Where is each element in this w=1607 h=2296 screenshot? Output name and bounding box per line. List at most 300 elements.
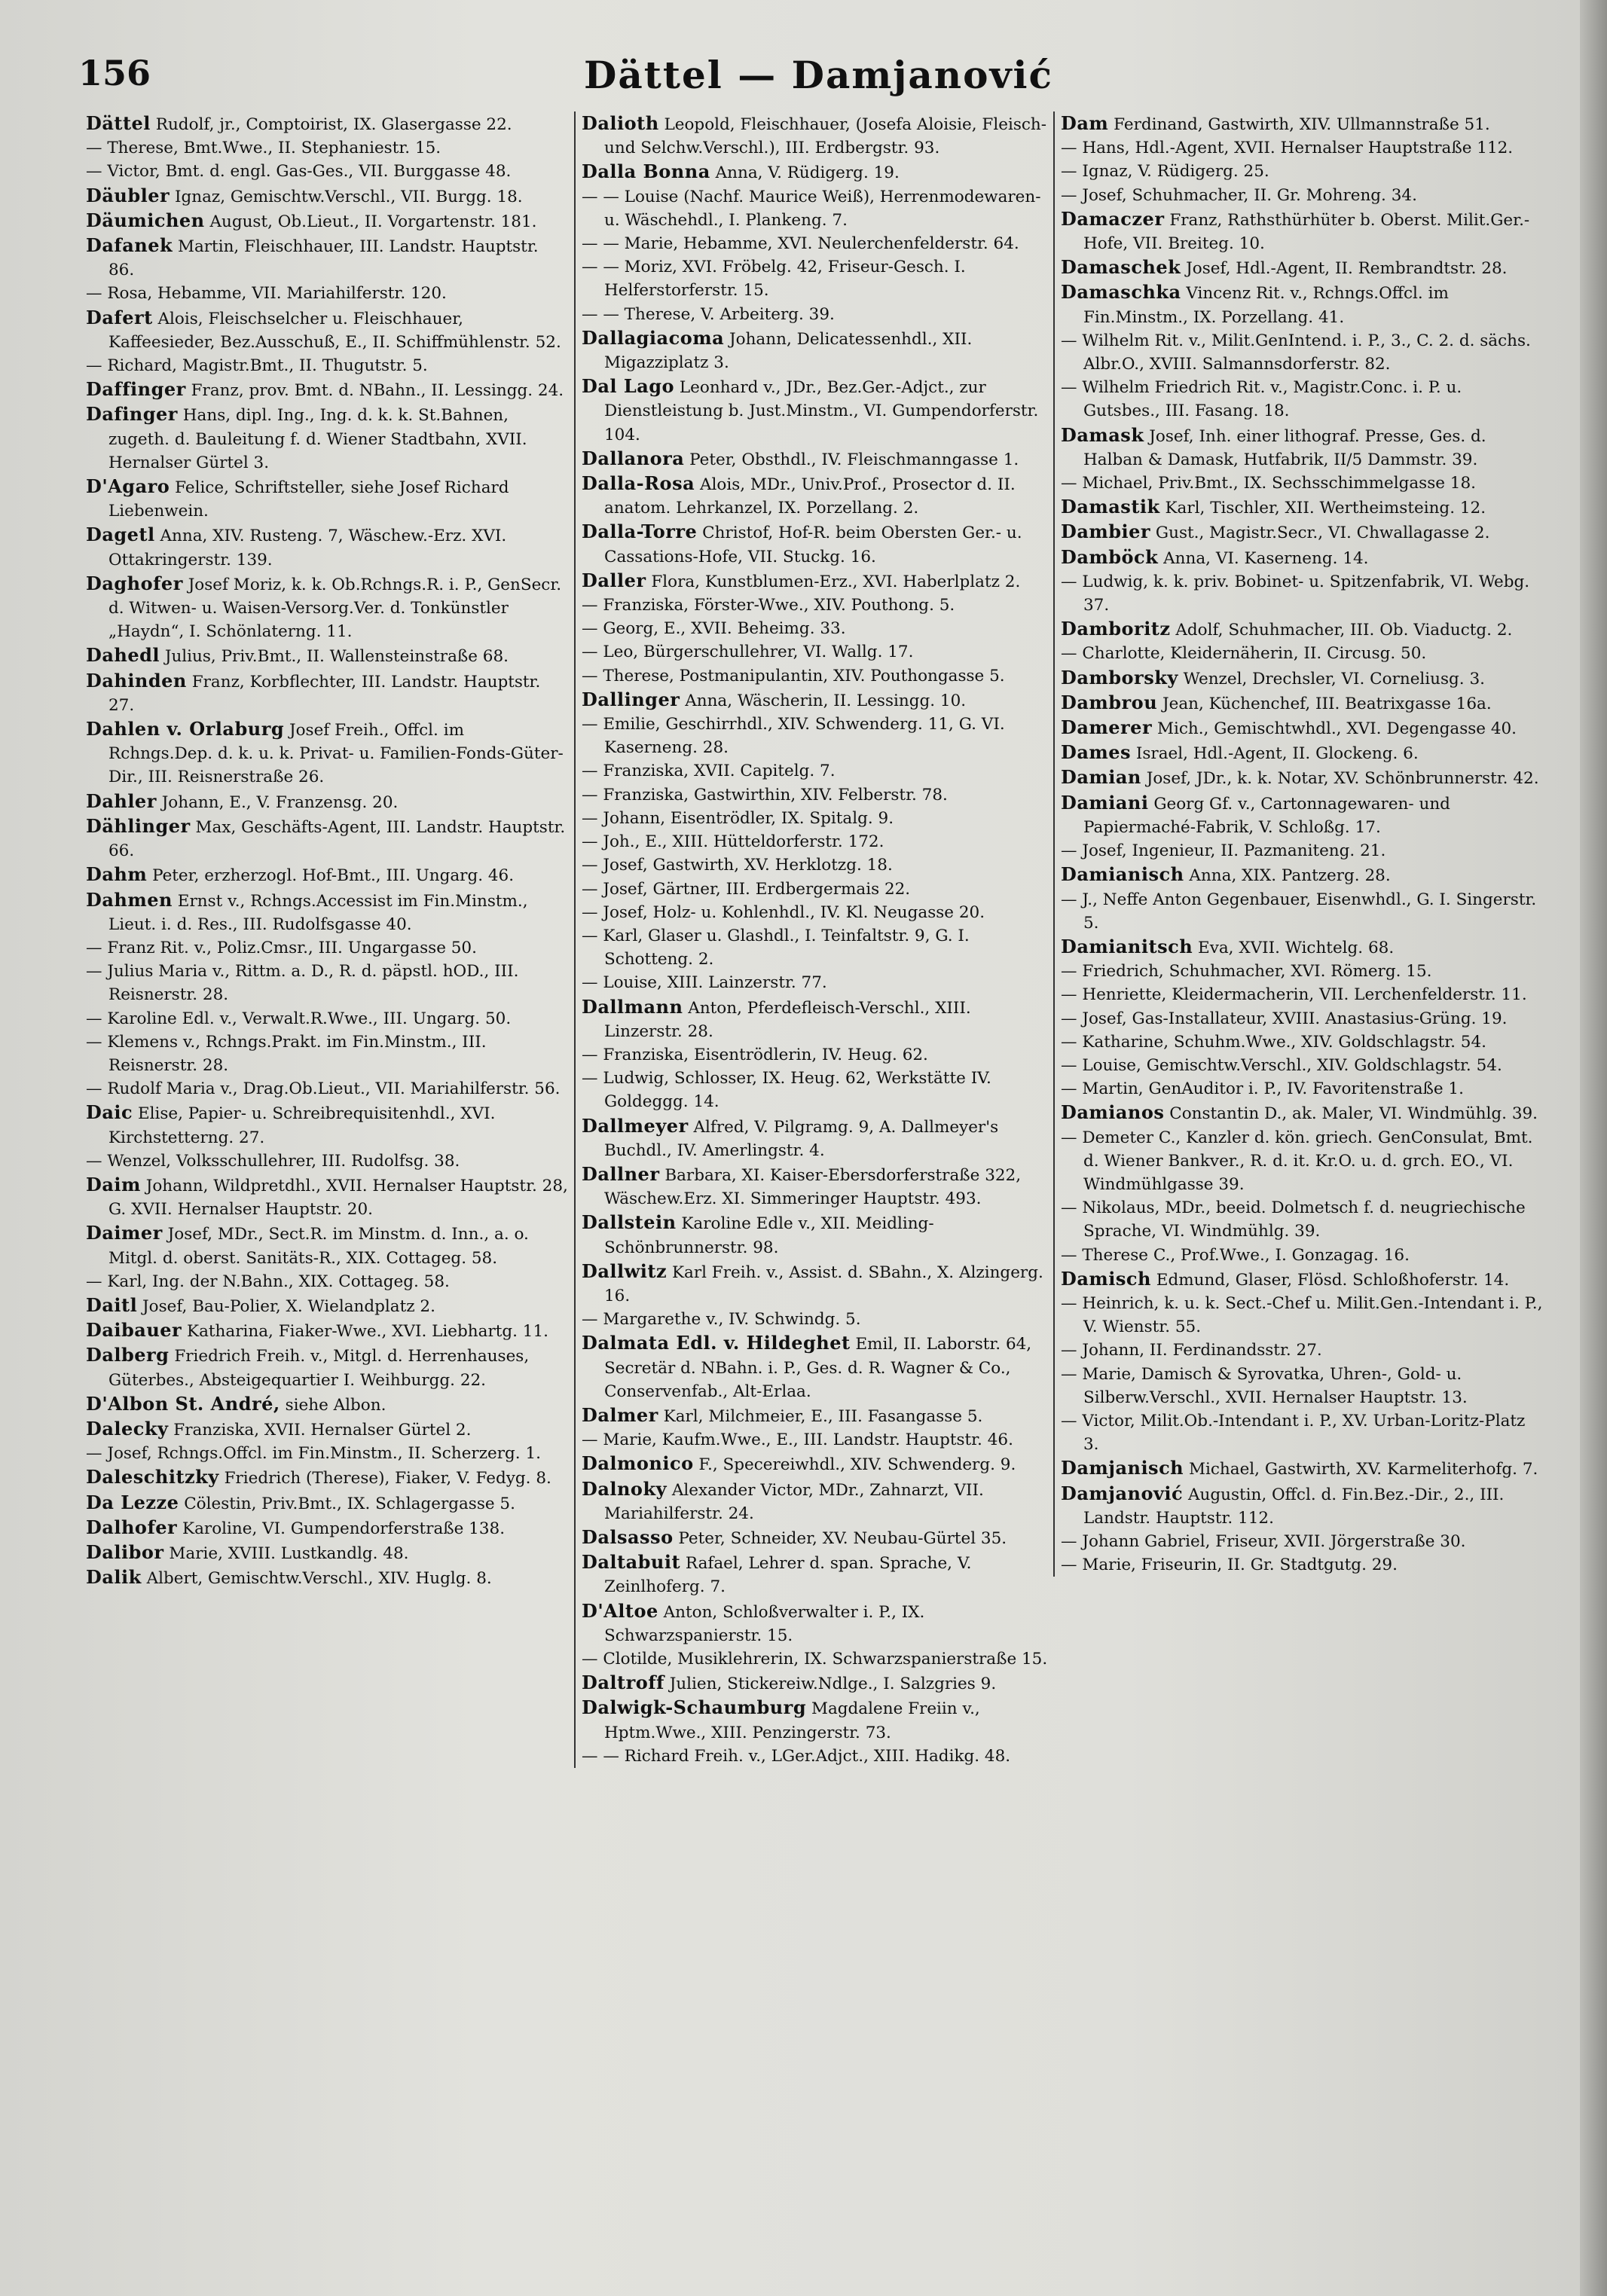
- directory-entry: [582, 924, 1049, 971]
- entry-details: Josef Moriz, k. k. Ob.Rchngs.R. i. P., GenSecr. d. Witwen- u. Waisen-Versorg.Ver. d. Tonkünstler „Haydn“, I. Schönlaterng. 11.: [108, 575, 562, 642]
- entry-details: Anna, XIX. Pantzerg. 28.: [1189, 866, 1391, 886]
- directory-entry: [1061, 1267, 1543, 1292]
- entry-details: Wenzel, Drechsler, VI. Corneliusg. 3.: [1183, 669, 1485, 688]
- entry-surname: Dalla-Rosa: [582, 472, 695, 495]
- directory-entry: [1061, 423, 1543, 472]
- directory-entry: [1061, 1553, 1543, 1577]
- entry-details: — Rudolf Maria v., Drag.Ob.Lieut., VII. Mariahilferstr. 56.: [86, 1079, 561, 1099]
- directory-entry: [1061, 1530, 1543, 1553]
- entry-details: — — Louise (Nachf. Maurice Weiß), Herrenmodewaren- u. Wäschehdl., I. Plankeng. 7.: [582, 187, 1041, 230]
- directory-entry: [1061, 111, 1543, 136]
- entry-details: Alois, MDr., Univ.Prof., Prosector d. II. anatom. Lehrkanzel, IX. Porzellang. 2.: [604, 475, 1016, 518]
- entry-details: Franz, Rathsthürhüter b. Oberst. Milit.Ger.-Hofe, VII. Breiteg. 10.: [1083, 210, 1530, 254]
- entry-details: Alexander Victor, MDr., Zahnarzt, VII. Mariahilferstr. 24.: [604, 1480, 984, 1523]
- entry-surname: Daffinger: [86, 378, 186, 401]
- entry-surname: Dalmonico: [582, 1452, 694, 1475]
- entry-surname: Dalla Bonna: [582, 160, 710, 183]
- entry-details: — Katharine, Schuhm.Wwe., XIV. Goldschlagstr. 54.: [1061, 1032, 1486, 1052]
- entry-details: Anna, VI. Kaserneng. 14.: [1163, 548, 1369, 568]
- directory-entry: [582, 520, 1049, 568]
- entry-details: Karoline, VI. Gumpendorferstraße 138.: [182, 1519, 506, 1538]
- entry-surname: Damianisch: [1061, 863, 1184, 886]
- directory-entry: [582, 971, 1049, 994]
- directory-entry: [582, 783, 1049, 807]
- directory-entry: [582, 759, 1049, 783]
- directory-entry: [1061, 570, 1543, 617]
- directory-entry: [1061, 666, 1543, 691]
- directory-entry: [582, 1428, 1049, 1452]
- page-edge: [1580, 0, 1607, 2296]
- directory-entry: [582, 374, 1049, 447]
- entry-surname: Dalwigk-Schaumburg: [582, 1696, 807, 1719]
- directory-entry: [86, 475, 568, 523]
- entry-surname: D'Albon St. André,: [86, 1392, 280, 1415]
- entry-details: Josef Freih., Offcl. im Rchngs.Dep. d. k. u. k. Privat- u. Familien-Fonds-Güter-Dir., III. Reisnerstraße 26.: [108, 721, 564, 787]
- entry-details: — Clotilde, Musiklehrerin, IX. Schwarzspanierstraße 15.: [582, 1650, 1048, 1669]
- entry-details: Rafael, Lehrer d. span. Sprache, V. Zeinlhoferg. 7.: [604, 1554, 972, 1597]
- directory-entry: [582, 713, 1049, 759]
- entry-details: Karl, Tischler, XII. Wertheimsteing. 12.: [1165, 499, 1486, 518]
- entry-surname: Dalberg: [86, 1344, 170, 1366]
- entry-surname: Dambier: [1061, 521, 1151, 543]
- entry-surname: Daitl: [86, 1293, 138, 1316]
- directory-entry: [582, 1647, 1049, 1671]
- entry-surname: Dättel: [86, 112, 151, 134]
- entry-details: Albert, Gemischtw.Verschl., XIV. Huglg. 8.: [146, 1569, 492, 1589]
- entry-details: Eva, XVII. Wichtelg. 68.: [1198, 938, 1395, 957]
- entry-surname: Damianitsch: [1061, 935, 1193, 957]
- entry-details: Georg Gf. v., Cartonnagewaren- und Papiermaché-Fabrik, V. Schloßg. 17.: [1083, 794, 1450, 837]
- directory-entry: [86, 184, 568, 209]
- entry-surname: Dalmer: [582, 1403, 658, 1426]
- directory-entry: [1061, 935, 1543, 960]
- directory-entry: [86, 960, 568, 1006]
- directory-entry: [1061, 1244, 1543, 1267]
- column-2: [574, 111, 1049, 1768]
- entry-surname: Dallstein: [582, 1211, 677, 1234]
- directory-entry: [1061, 642, 1543, 665]
- entry-surname: Damaczer: [1061, 207, 1165, 230]
- directory-entry: [582, 1211, 1049, 1259]
- entry-details: Cölestin, Priv.Bmt., IX. Schlagergasse 5.: [184, 1494, 515, 1513]
- entry-surname: Damask: [1061, 423, 1144, 446]
- entry-surname: Damisch: [1061, 1267, 1151, 1290]
- entry-details: — — Therese, V. Arbeiterg. 39.: [582, 304, 835, 324]
- entry-details: Gust., Magistr.Secr., VI. Chwallagasse 2.: [1155, 524, 1490, 543]
- directory-entry: [582, 1308, 1049, 1331]
- entry-details: — Karl, Ing. der N.Bahn., XIX. Cottageg. 58.: [86, 1272, 450, 1291]
- entry-surname: Dalecky: [86, 1417, 169, 1440]
- entry-surname: Dagetl: [86, 524, 155, 546]
- entry-surname: Damjanisch: [1061, 1457, 1184, 1479]
- entry-details: — Michael, Priv.Bmt., IX. Sechsschimmelgasse 18.: [1061, 474, 1476, 493]
- entry-details: Mich., Gemischtwhdl., XVI. Degengasse 40.: [1156, 719, 1517, 739]
- entry-surname: Dallmann: [582, 995, 683, 1018]
- directory-entry: [582, 1745, 1049, 1768]
- entry-details: Leopold, Fleischhauer, (Josefa Aloisie, Fleisch- und Selchw.Verschl.), III. Erdbergstr. 93.: [604, 115, 1047, 158]
- directory-entry: [86, 282, 568, 305]
- entry-details: — Hans, Hdl.-Agent, XVII. Hernalser Hauptstraße 112.: [1061, 139, 1514, 158]
- directory-entry: [1061, 160, 1543, 183]
- directory-entry: [1061, 960, 1543, 983]
- entry-details: Franz, Korbflechter, III. Landstr. Hauptstr. 27.: [108, 672, 541, 715]
- entry-surname: Dahedl: [86, 644, 160, 667]
- directory-entry: [86, 354, 568, 377]
- entry-details: Anna, XIV. Rusteng. 7, Wäschew.-Erz. XVI. Ottakringerstr. 139.: [108, 527, 507, 569]
- directory-entry: [86, 1150, 568, 1173]
- entry-details: Alois, Fleischselcher u. Fleischhauer, Kaffeesieder, Bez.Ausschuß, E., II. Schiffmühlenstr. 52.: [108, 309, 561, 352]
- entry-surname: Dallmeyer: [582, 1114, 689, 1137]
- directory-entry: [86, 1030, 568, 1077]
- directory-entry: [582, 1477, 1049, 1525]
- entry-details: Johann, E., V. Franzensg. 20.: [161, 792, 399, 812]
- entry-details: — Franziska, Eisentrödlerin, IV. Heug. 62.: [582, 1045, 928, 1064]
- directory-entry: [86, 1173, 568, 1221]
- entry-details: — Johann, Eisentrödler, IX. Spitalg. 9.: [582, 808, 894, 828]
- entry-surname: Dalsasso: [582, 1525, 674, 1548]
- entry-details: Hans, dipl. Ing., Ing. d. k. k. St.Bahnen, zugeth. d. Bauleitung f. d. Wiener Stadtbahn, XVII. Hernalser Gürtel 3.: [108, 406, 527, 472]
- entry-surname: Daltabuit: [582, 1551, 681, 1574]
- entry-surname: Dames: [1061, 741, 1132, 764]
- directory-entry: [582, 853, 1049, 877]
- entry-surname: Daleschitzky: [86, 1466, 219, 1488]
- entry-surname: Daic: [86, 1101, 133, 1124]
- directory-entry: [582, 1067, 1049, 1113]
- directory-entry: [86, 136, 568, 160]
- entry-surname: Dallwitz: [582, 1259, 668, 1282]
- directory-entry: [582, 232, 1049, 255]
- directory-entry: [582, 185, 1049, 232]
- entry-details: — Therese C., Prof.Wwe., I. Gonzagag. 16.: [1061, 1245, 1410, 1265]
- directory-entry: [1061, 740, 1543, 765]
- entry-details: Josef, JDr., k. k. Notar, XV. Schönbrunnerstr. 42.: [1146, 769, 1539, 789]
- entry-details: Josef, Bau-Polier, X. Wielandplatz 2.: [142, 1296, 435, 1316]
- entry-details: — Franziska, Gastwirthin, XIV. Felberstr. 78.: [582, 785, 948, 805]
- entry-details: — Georg, E., XVII. Beheimg. 33.: [582, 619, 846, 639]
- entry-details: Karl, Milchmeier, E., III. Fasangasse 5.: [663, 1406, 983, 1426]
- entry-details: — Richard, Magistr.Bmt., II. Thugutstr. 5.: [86, 356, 428, 376]
- directory-entry: [582, 1550, 1049, 1598]
- directory-entry: [582, 447, 1049, 472]
- directory-entry: [582, 594, 1049, 617]
- entry-surname: Damboritz: [1061, 618, 1171, 640]
- entry-details: Josef, MDr., Sect.R. im Minstm. d. Inn., a. o. Mitgl. d. oberst. Sanitäts-R., XIX. Cottageg. 58.: [108, 1225, 529, 1268]
- directory-entry: [1061, 280, 1543, 328]
- directory-entry: [86, 1101, 568, 1149]
- entry-details: Friedrich Freih. v., Mitgl. d. Herrenhauses, Güterbes., Absteigequartier I. Weihburgg. 22.: [108, 1347, 530, 1390]
- directory-entry: [582, 1114, 1049, 1162]
- directory-entry: [1061, 545, 1543, 570]
- directory-entry: [1061, 520, 1543, 545]
- entry-details: — Josef, Schuhmacher, II. Gr. Mohreng. 34.: [1061, 185, 1417, 205]
- entry-surname: Dalmata Edl. v. Hildeghet: [582, 1332, 851, 1354]
- entry-details: Julien, Stickereiw.Ndlge., I. Salzgries 9.: [669, 1675, 997, 1694]
- entry-details: — Ignaz, V. Rüdigerg. 25.: [1061, 162, 1269, 182]
- entry-details: Johann, Wildpretdhl., XVII. Hernalser Hauptstr. 28, G. XVII. Hernalser Hauptstr. 20.: [108, 1176, 568, 1220]
- directory-entry: [582, 1331, 1049, 1403]
- entry-details: — Margarethe v., IV. Schwindg. 5.: [582, 1310, 861, 1330]
- entry-surname: Dalik: [86, 1566, 142, 1589]
- directory-entry: [1061, 1196, 1543, 1243]
- directory-entry: [582, 255, 1049, 302]
- entry-details: — Emilie, Geschirrhdl., XIV. Schwenderg. 11, G. VI. Kaserneng. 28.: [582, 715, 1005, 758]
- directory-entry: [582, 303, 1049, 326]
- page-number: 156: [78, 53, 151, 93]
- entry-details: Karoline Edle v., XII. Meidling-Schönbrunnerstr. 98.: [604, 1214, 934, 1257]
- entry-surname: Dalhofer: [86, 1516, 178, 1538]
- entry-details: — Henriette, Kleidermacherin, VII. Lerchenfelderstr. 11.: [1061, 985, 1527, 1005]
- directory-entry: [1061, 1456, 1543, 1481]
- directory-entry: [86, 523, 568, 571]
- entry-surname: Dalla-Torre: [582, 521, 698, 543]
- entry-details: — Franziska, Förster-Wwe., XIV. Pouthong. 5.: [582, 596, 955, 615]
- entry-details: — Wenzel, Volksschullehrer, III. Rudolfsg. 38.: [86, 1151, 460, 1171]
- running-title: Dättel — Damjanović: [584, 53, 1053, 97]
- directory-entry: [582, 1259, 1049, 1308]
- entry-details: Michael, Gastwirth, XV. Karmeliterhofg. 7.: [1188, 1460, 1538, 1479]
- entry-details: Vincenz Rit. v., Rchngs.Offcl. im Fin.Minstm., IX. Porzellang. 41.: [1083, 284, 1449, 327]
- directory-entry: [1061, 1077, 1543, 1101]
- entry-surname: Dalioth: [582, 112, 659, 134]
- entry-surname: Damaschek: [1061, 256, 1181, 279]
- entry-details: — Nikolaus, MDr., beeid. Dolmetsch f. d. neugriechische Sprache, VI. Windmühlg. 39.: [1061, 1198, 1526, 1241]
- entry-details: — Franz Rit. v., Poliz.Cmsr., III. Ungargasse 50.: [86, 938, 477, 957]
- directory-entry: [86, 377, 568, 402]
- directory-entry: [1061, 1482, 1543, 1530]
- directory-entry: [582, 1403, 1049, 1428]
- directory-entry: [582, 111, 1049, 160]
- directory-entry: [1061, 472, 1543, 495]
- entry-details: — Julius Maria v., Rittm. a. D., R. d. päpstl. hOD., III. Reisnerstr. 28.: [86, 962, 519, 1005]
- entry-surname: Da Lezze: [86, 1491, 179, 1513]
- entry-details: Barbara, XI. Kaiser-Ebersdorferstraße 322, Wäschew.Erz. XI. Simmeringer Hauptstr. 493.: [604, 1165, 1022, 1209]
- entry-details: — — Marie, Hebamme, XVI. Neulerchenfelderstr. 64.: [582, 234, 1019, 254]
- entry-details: — Victor, Bmt. d. engl. Gas-Ges., VII. Burggasse 48.: [86, 162, 512, 182]
- entry-details: — Louise, Gemischtw.Verschl., XIV. Goldschlagstr. 54.: [1061, 1055, 1502, 1075]
- entry-surname: Damiani: [1061, 791, 1149, 814]
- entry-surname: Dallinger: [582, 688, 680, 710]
- directory-entry: [86, 234, 568, 282]
- directory-entry: [86, 1516, 568, 1540]
- entry-details: Israel, Hdl.-Agent, II. Glockeng. 6.: [1135, 744, 1419, 764]
- entry-surname: Daimer: [86, 1222, 163, 1244]
- entry-details: Peter, Schneider, XV. Neubau-Gürtel 35.: [678, 1528, 1007, 1548]
- directory-entry: [86, 1465, 568, 1490]
- directory-entry: [86, 1221, 568, 1269]
- directory-entry: [582, 1162, 1049, 1211]
- entry-details: Katharina, Fiaker-Wwe., XVI. Liebhartg. 11.: [187, 1322, 549, 1342]
- entry-surname: Dallagiacoma: [582, 326, 725, 349]
- entry-surname: Dallanora: [582, 447, 685, 469]
- directory-entry: [1061, 791, 1543, 839]
- directory-entry: [1061, 716, 1543, 740]
- entry-details: Josef, Hdl.-Agent, II. Rembrandtstr. 28.: [1186, 259, 1508, 279]
- entry-details: Anna, V. Rüdigerg. 19.: [715, 163, 900, 183]
- entry-surname: Damastik: [1061, 496, 1160, 518]
- entry-surname: Dahmen: [86, 888, 173, 911]
- entry-details: Alfred, V. Pilgramg. 9, A. Dallmeyer's Buchdl., IV. Amerlingstr. 4.: [604, 1117, 999, 1160]
- directory-entry: [582, 160, 1049, 185]
- directory-entry: [86, 814, 568, 863]
- entry-details: Constantin D., ak. Maler, VI. Windmühlg. 39.: [1169, 1104, 1538, 1124]
- directory-entry: [1061, 888, 1543, 935]
- directory-entry: [1061, 207, 1543, 255]
- entry-details: Peter, Obsthdl., IV. Fleischmanngasse 1.: [689, 450, 1019, 469]
- entry-surname: Dafert: [86, 306, 153, 328]
- directory-entry: [86, 1392, 568, 1417]
- directory-entry: [86, 402, 568, 475]
- entry-details: — Marie, Kaufm.Wwe., E., III. Landstr. Hauptstr. 46.: [582, 1430, 1013, 1450]
- entry-details: Franz, prov. Bmt. d. NBahn., II. Lessingg. 24.: [191, 381, 564, 401]
- entry-details: Anton, Pferdefleisch-Verschl., XIII. Linzerstr. 28.: [604, 998, 971, 1041]
- entry-details: Adolf, Schuhmacher, III. Ob. Viaductg. 2.: [1175, 621, 1513, 640]
- entry-surname: Damian: [1061, 766, 1141, 789]
- directory-entry: [86, 1270, 568, 1293]
- entry-details: Ferdinand, Gastwirth, XIV. Ullmannstraße 51.: [1114, 115, 1490, 134]
- entry-details: Magdalene Freiin v., Hptm.Wwe., XIII. Penzingerstr. 73.: [604, 1699, 980, 1742]
- entry-surname: Däubler: [86, 184, 170, 206]
- directory-entry: [86, 1442, 568, 1465]
- entry-surname: Daller: [582, 569, 646, 591]
- column-1: [86, 111, 568, 1590]
- directory-entry: [1061, 691, 1543, 716]
- directory-entry: [86, 111, 568, 136]
- directory-entry: [1061, 329, 1543, 376]
- entry-surname: Damerer: [1061, 716, 1153, 739]
- entry-details: — Therese, Postmanipulantin, XIV. Pouthongasse 5.: [582, 666, 1005, 685]
- entry-surname: Damborsky: [1061, 666, 1178, 688]
- entry-details: — — Richard Freih. v., LGer.Adjct., XIII. Hadikg. 48.: [582, 1746, 1011, 1766]
- entry-details: — Martin, GenAuditor i. P., IV. Favoritenstraße 1.: [1061, 1079, 1464, 1099]
- entry-details: Christof, Hof-R. beim Obersten Ger.- u. Cassations-Hofe, VII. Stuckg. 16.: [604, 524, 1022, 566]
- directory-entry: [1061, 617, 1543, 642]
- directory-entry: [582, 664, 1049, 688]
- directory-entry: [1061, 1054, 1543, 1077]
- directory-entry: [582, 1696, 1049, 1744]
- page-header: [78, 53, 1559, 105]
- entry-surname: Daibauer: [86, 1319, 182, 1342]
- entry-details: — Joh., E., XIII. Hütteldorferstr. 172.: [582, 832, 884, 852]
- directory-entry: [86, 888, 568, 936]
- entry-surname: Daltroff: [582, 1672, 664, 1694]
- entry-surname: Dahlen v. Orlaburg: [86, 718, 285, 740]
- directory-entry: [86, 160, 568, 183]
- directory-entry: [1061, 1409, 1543, 1456]
- entry-surname: Dafinger: [86, 403, 178, 426]
- directory-entry: [582, 995, 1049, 1043]
- directory-entry: [582, 569, 1049, 594]
- entry-details: Johann, Delicatessenhdl., XII. Migazziplatz 3.: [604, 329, 973, 373]
- directory-entry: [86, 1077, 568, 1101]
- entry-details: August, Ob.Lieut., II. Vorgartenstr. 181.: [209, 212, 537, 231]
- entry-details: — Rosa, Hebamme, VII. Mariahilferstr. 120.: [86, 284, 447, 304]
- entry-surname: Damböck: [1061, 545, 1159, 568]
- directory-entry: [86, 1007, 568, 1030]
- entry-details: — Ludwig, k. k. priv. Bobinet- u. Spitzenfabrik, VI. Webg. 37.: [1061, 572, 1530, 615]
- directory-entry: [582, 1599, 1049, 1647]
- directory-entry: [1061, 495, 1543, 520]
- directory-entry: [86, 717, 568, 789]
- entry-surname: Dahm: [86, 863, 148, 886]
- entry-details: Friedrich (Therese), Fiaker, V. Fedyg. 8.: [224, 1469, 551, 1488]
- column-3: [1053, 111, 1543, 1577]
- entry-surname: Dal Lago: [582, 375, 675, 398]
- entry-details: — Wilhelm Rit. v., Milit.GenIntend. i. P., 3., C. 2. d. sächs. Albr.O., XVIII. Salmannsdorferstr. 82.: [1061, 331, 1531, 374]
- entry-details: — Josef, Holz- u. Kohlenhdl., IV. Kl. Neugasse 20.: [582, 902, 985, 922]
- entry-details: — Johann, II. Ferdinandsstr. 27.: [1061, 1341, 1322, 1360]
- entry-details: Emil, II. Laborstr. 64, Secretär d. NBahn. i. P., Ges. d. R. Wagner & Co., Conservenfab., Alt-Erlaa.: [604, 1335, 1032, 1401]
- entry-details: Marie, XVIII. Lustkandlg. 48.: [169, 1543, 409, 1563]
- directory-entry: [1061, 1030, 1543, 1054]
- directory-entry: [86, 1417, 568, 1442]
- directory-entry: [1061, 983, 1543, 1006]
- entry-details: — Karl, Glaser u. Glashdl., I. Teinfaltstr. 9, G. I. Schotteng. 2.: [582, 926, 970, 969]
- directory-entry: [582, 617, 1049, 640]
- entry-details: — Franziska, XVII. Capitelg. 7.: [582, 762, 836, 781]
- entry-details: Josef, Inh. einer lithograf. Presse, Ges. d. Halban & Damask, Hutfabrik, II/5 Dammstr. 39.: [1083, 426, 1486, 469]
- directory-entry: [86, 209, 568, 234]
- entry-details: Felice, Schriftsteller, siehe Josef Richard Liebenwein.: [108, 478, 509, 521]
- directory-entry: [86, 306, 568, 354]
- directory-entry: [1061, 184, 1543, 207]
- directory-entry: [1061, 1007, 1543, 1030]
- entry-details: Anton, Schloßverwalter i. P., IX. Schwarzspanierstr. 15.: [604, 1602, 925, 1645]
- directory-entry: [86, 669, 568, 717]
- directory-entry: [582, 901, 1049, 924]
- entry-details: Peter, erzherzogl. Hof-Bmt., III. Ungarg. 46.: [152, 866, 515, 886]
- entry-details: Flora, Kunstblumen-Erz., XVI. Haberlplatz 2.: [651, 572, 1021, 591]
- entry-surname: Dafanek: [86, 234, 173, 257]
- entry-surname: Damaschka: [1061, 281, 1181, 304]
- directory-entry: [582, 878, 1049, 901]
- entry-surname: D'Agaro: [86, 475, 170, 498]
- entry-details: — Ludwig, Schlosser, IX. Heug. 62, Werkstätte IV. Goldeggg. 14.: [582, 1069, 991, 1112]
- entry-details: — Therese, Bmt.Wwe., II. Stephaniestr. 15.: [86, 139, 441, 158]
- directory-entry: [582, 1525, 1049, 1550]
- directory-entry: [1061, 765, 1543, 790]
- directory-entry: [582, 326, 1049, 374]
- entry-surname: Dambrou: [1061, 691, 1158, 713]
- entry-details: — Marie, Friseurin, II. Gr. Stadtgutg. 29.: [1061, 1556, 1398, 1575]
- entry-details: Martin, Fleischhauer, III. Landstr. Hauptstr. 86.: [108, 237, 539, 280]
- entry-details: Karl Freih. v., Assist. d. SBahn., X. Alzingerg. 16.: [604, 1262, 1043, 1305]
- directory-entry: [86, 1565, 568, 1590]
- directory-entry: [1061, 376, 1543, 423]
- entry-surname: Daghofer: [86, 572, 183, 594]
- entry-details: — J., Neffe Anton Gegenbauer, Eisenwhdl., G. I. Singerstr. 5.: [1061, 890, 1537, 933]
- directory-entry: [86, 863, 568, 887]
- entry-details: — Josef, Gastwirth, XV. Herklotzg. 18.: [582, 856, 893, 875]
- entry-surname: Dalibor: [86, 1540, 164, 1563]
- directory-entry: [582, 807, 1049, 830]
- directory-entry: [86, 1343, 568, 1391]
- entry-details: Franziska, XVII. Hernalser Gürtel 2.: [173, 1420, 472, 1440]
- entry-details: — Demeter C., Kanzler d. kön. griech. GenConsulat, Bmt. d. Wiener Bankver., R. d. it. Kr.O. u. d. grch. EO., VI. Windmühlgasse 39.: [1061, 1128, 1533, 1194]
- entry-details: — Klemens v., Rchngs.Prakt. im Fin.Minstm., III. Reisnerstr. 28.: [86, 1032, 487, 1075]
- entry-details: Max, Geschäfts-Agent, III. Landstr. Hauptstr. 66.: [108, 817, 566, 861]
- entry-details: — Johann Gabriel, Friseur, XVII. Jörgerstraße 30.: [1061, 1531, 1466, 1551]
- directory-entry: [1061, 1339, 1543, 1362]
- entry-details: Jean, Küchenchef, III. Beatrixgasse 16a.: [1162, 694, 1492, 713]
- entry-details: — Karoline Edl. v., Verwalt.R.Wwe., III. Ungarg. 50.: [86, 1009, 512, 1028]
- entry-surname: Dahinden: [86, 669, 187, 692]
- entry-details: — Wilhelm Friedrich Rit. v., Magistr.Conc. i. P. u. Gutsbes., III. Fasang. 18.: [1061, 378, 1462, 421]
- entry-details: Anna, Wäscherin, II. Lessingg. 10.: [685, 691, 967, 710]
- entry-details: Edmund, Glaser, Flösd. Schloßhoferstr. 14.: [1156, 1270, 1510, 1290]
- entry-details: — Heinrich, k. u. k. Sect.-Chef u. Milit.Gen.-Intendant i. P., V. Wienstr. 55.: [1061, 1293, 1543, 1337]
- entry-details: — Marie, Damisch & Syrovatka, Uhren-, Gold- u. Silberw.Verschl., XVII. Hernalser Hauptstr. 13.: [1061, 1364, 1468, 1407]
- entry-surname: Dallner: [582, 1162, 660, 1185]
